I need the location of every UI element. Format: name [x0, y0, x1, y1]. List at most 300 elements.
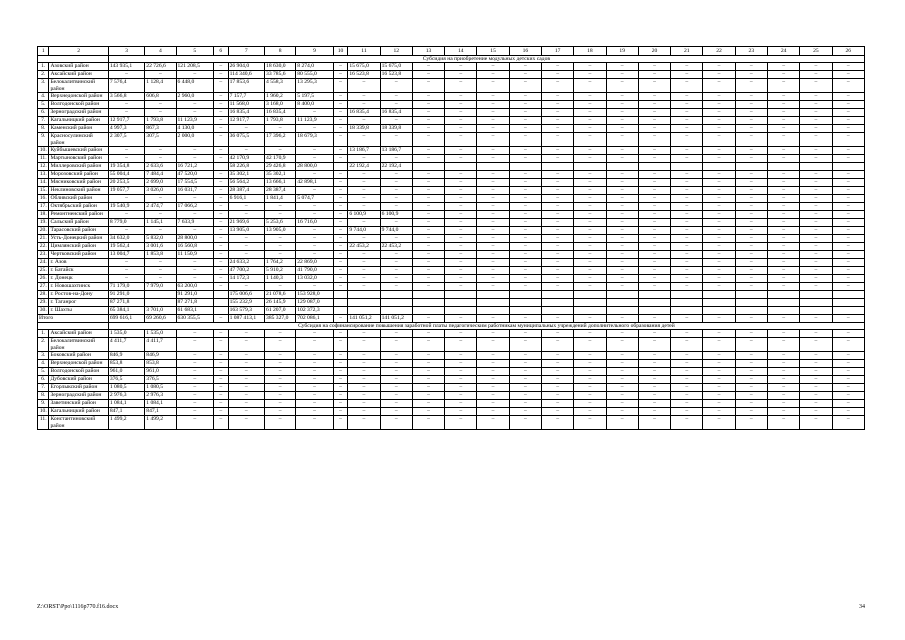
- row-number: 27.: [38, 283, 49, 291]
- value-cell: –: [296, 392, 333, 400]
- value-cell: –: [445, 63, 477, 71]
- value-cell: –: [767, 259, 799, 267]
- value-cell: –: [703, 155, 735, 163]
- value-cell: 2 976,3: [108, 392, 144, 400]
- total-value-cell: –: [509, 315, 541, 323]
- total-value-cell: –: [606, 315, 638, 323]
- table-row: [38, 338, 865, 352]
- value-cell: –: [735, 109, 767, 117]
- value-cell: –: [265, 338, 296, 352]
- value-cell: –: [213, 219, 228, 227]
- value-cell: –: [348, 251, 380, 259]
- value-cell: 5 074,7: [296, 195, 333, 203]
- value-cell: –: [832, 195, 864, 203]
- value-cell: –: [703, 179, 735, 187]
- value-cell: –: [767, 330, 799, 338]
- value-cell: 1 140,3: [265, 275, 296, 283]
- value-cell: –: [800, 171, 832, 179]
- value-cell: –: [735, 368, 767, 376]
- municipality-name: Усть-Донецкий район: [49, 235, 108, 243]
- value-cell: –: [574, 79, 606, 93]
- value-cell: –: [477, 376, 509, 384]
- value-cell: –: [638, 368, 670, 376]
- value-cell: –: [509, 171, 541, 179]
- value-cell: –: [703, 400, 735, 408]
- value-cell: –: [333, 219, 348, 227]
- value-cell: –: [671, 416, 703, 430]
- value-cell: –: [348, 275, 380, 283]
- value-cell: 1 764,2: [265, 259, 296, 267]
- value-cell: –: [832, 101, 864, 109]
- value-cell: –: [213, 63, 228, 71]
- value-cell: 16 835,4: [348, 109, 380, 117]
- value-cell: –: [703, 338, 735, 352]
- value-cell: 21 078,6: [265, 291, 296, 299]
- value-cell: –: [477, 125, 509, 133]
- row-number: 9.: [38, 133, 49, 147]
- value-cell: –: [145, 259, 176, 267]
- value-cell: –: [671, 338, 703, 352]
- value-cell: –: [296, 243, 333, 251]
- value-cell: 1 535,0: [145, 330, 176, 338]
- value-cell: 8 400,0: [296, 101, 333, 109]
- value-cell: –: [800, 267, 832, 275]
- municipality-name: Мясниковский район: [49, 179, 108, 187]
- value-cell: –: [213, 211, 228, 219]
- value-cell: –: [176, 259, 213, 267]
- value-cell: –: [574, 125, 606, 133]
- value-cell: –: [333, 400, 348, 408]
- value-cell: –: [213, 416, 228, 430]
- value-cell: [606, 299, 638, 307]
- value-cell: 376,5: [108, 376, 144, 384]
- value-cell: –: [606, 368, 638, 376]
- value-cell: –: [832, 338, 864, 352]
- value-cell: –: [213, 79, 228, 93]
- value-cell: –: [735, 179, 767, 187]
- value-cell: –: [348, 360, 380, 368]
- value-cell: –: [800, 283, 832, 291]
- value-cell: –: [832, 352, 864, 360]
- value-cell: 17 554,5: [176, 179, 213, 187]
- value-cell: –: [800, 368, 832, 376]
- value-cell: –: [296, 330, 333, 338]
- row-number: 8.: [38, 392, 49, 400]
- value-cell: –: [638, 93, 670, 101]
- table-row: [38, 392, 865, 400]
- value-cell: –: [333, 227, 348, 235]
- value-cell: [767, 163, 799, 171]
- value-cell: –: [380, 171, 412, 179]
- value-cell: –: [380, 219, 412, 227]
- value-cell: –: [509, 368, 541, 376]
- total-value-cell: –: [213, 315, 228, 323]
- value-cell: –: [477, 93, 509, 101]
- value-cell: –: [380, 400, 412, 408]
- value-cell: 1 793,8: [265, 117, 296, 125]
- value-cell: –: [606, 155, 638, 163]
- value-cell: –: [176, 360, 213, 368]
- value-cell: [333, 163, 348, 171]
- value-cell: –: [574, 408, 606, 416]
- value-cell: –: [477, 179, 509, 187]
- value-cell: [145, 299, 176, 307]
- value-cell: 4 411,7: [108, 338, 144, 352]
- value-cell: –: [606, 195, 638, 203]
- value-cell: –: [800, 133, 832, 147]
- value-cell: –: [380, 259, 412, 267]
- value-cell: –: [832, 267, 864, 275]
- value-cell: –: [703, 330, 735, 338]
- value-cell: 13 905,0: [228, 227, 264, 235]
- table-row: [38, 416, 865, 430]
- value-cell: –: [176, 101, 213, 109]
- value-cell: –: [348, 330, 380, 338]
- value-cell: –: [703, 219, 735, 227]
- value-cell: 5 197,5: [296, 93, 333, 101]
- municipality-name: Кагальницкий район: [49, 117, 108, 125]
- value-cell: –: [735, 330, 767, 338]
- value-cell: –: [638, 275, 670, 283]
- value-cell: –: [213, 360, 228, 368]
- section-title-row: [38, 323, 865, 330]
- value-cell: 55 004,4: [108, 171, 144, 179]
- value-cell: –: [333, 283, 348, 291]
- value-cell: –: [477, 187, 509, 195]
- value-cell: –: [145, 267, 176, 275]
- value-cell: 8 779,0: [108, 219, 144, 227]
- value-cell: –: [800, 384, 832, 392]
- value-cell: –: [509, 203, 541, 211]
- value-cell: –: [380, 376, 412, 384]
- value-cell: –: [509, 408, 541, 416]
- value-cell: 91 291,0: [176, 291, 213, 299]
- value-cell: –: [638, 79, 670, 93]
- municipality-name: Аксайский район: [49, 330, 108, 338]
- value-cell: –: [445, 352, 477, 360]
- value-cell: –: [542, 93, 574, 101]
- value-cell: –: [800, 243, 832, 251]
- value-cell: 29 426,8: [265, 163, 296, 171]
- value-cell: –: [380, 79, 412, 93]
- value-cell: –: [477, 275, 509, 283]
- value-cell: –: [445, 360, 477, 368]
- value-cell: –: [703, 109, 735, 117]
- column-number-header: 17: [542, 47, 574, 56]
- value-cell: –: [800, 203, 832, 211]
- value-cell: [213, 307, 228, 315]
- value-cell: –: [213, 195, 228, 203]
- value-cell: –: [574, 360, 606, 368]
- value-cell: –: [574, 368, 606, 376]
- value-cell: –: [509, 251, 541, 259]
- total-value-cell: –: [800, 315, 832, 323]
- row-number: 7.: [38, 384, 49, 392]
- value-cell: [767, 307, 799, 315]
- value-cell: –: [509, 155, 541, 163]
- value-cell: –: [509, 243, 541, 251]
- value-cell: –: [671, 259, 703, 267]
- value-cell: –: [477, 117, 509, 125]
- value-cell: –: [638, 330, 670, 338]
- value-cell: [213, 299, 228, 307]
- value-cell: 56 564,2: [228, 179, 264, 187]
- total-value-cell: –: [412, 315, 444, 323]
- value-cell: –: [703, 368, 735, 376]
- row-number: 2.: [38, 71, 49, 79]
- value-cell: –: [348, 408, 380, 416]
- value-cell: 13 004,7: [108, 251, 144, 259]
- value-cell: –: [213, 117, 228, 125]
- value-cell: –: [671, 101, 703, 109]
- value-cell: –: [445, 125, 477, 133]
- value-cell: –: [638, 338, 670, 352]
- value-cell: [606, 291, 638, 299]
- value-cell: –: [228, 376, 264, 384]
- value-cell: 19 354,8: [108, 163, 144, 171]
- total-value-cell: –: [703, 315, 735, 323]
- row-number: 21.: [38, 235, 49, 243]
- value-cell: 2 976,3: [145, 392, 176, 400]
- municipality-name: Октябрьский район: [49, 203, 108, 211]
- value-cell: –: [228, 408, 264, 416]
- value-cell: 41 790,0: [296, 267, 333, 275]
- value-cell: –: [735, 251, 767, 259]
- value-cell: –: [542, 203, 574, 211]
- value-cell: –: [445, 251, 477, 259]
- value-cell: –: [638, 259, 670, 267]
- value-cell: –: [108, 71, 144, 79]
- value-cell: –: [509, 63, 541, 71]
- total-value-cell: 630 355,5: [176, 315, 213, 323]
- table-row: [38, 259, 865, 267]
- table-row: [38, 384, 865, 392]
- table-row: [38, 227, 865, 235]
- value-cell: –: [638, 416, 670, 430]
- value-cell: –: [477, 63, 509, 71]
- value-cell: 33 785,6: [265, 71, 296, 79]
- table-row: [38, 93, 865, 101]
- value-cell: –: [606, 267, 638, 275]
- value-cell: –: [509, 384, 541, 392]
- value-cell: [380, 291, 412, 299]
- total-value-cell: 141 051,2: [380, 315, 412, 323]
- value-cell: –: [542, 360, 574, 368]
- row-number: 10.: [38, 408, 49, 416]
- value-cell: –: [606, 360, 638, 368]
- section-title: Субсидия на приобретение модульных детских садов: [108, 56, 864, 63]
- value-cell: 1 080,5: [145, 384, 176, 392]
- value-cell: 143 935,1: [108, 63, 144, 71]
- value-cell: –: [176, 195, 213, 203]
- value-cell: –: [606, 330, 638, 338]
- municipality-name: г. Ростов-на-Дону: [49, 291, 108, 299]
- value-cell: –: [412, 93, 444, 101]
- value-cell: –: [333, 171, 348, 179]
- value-cell: –: [735, 171, 767, 179]
- value-cell: –: [228, 338, 264, 352]
- value-cell: –: [574, 93, 606, 101]
- value-cell: –: [767, 352, 799, 360]
- value-cell: –: [671, 211, 703, 219]
- value-cell: [412, 291, 444, 299]
- value-cell: 3 026,0: [145, 187, 176, 195]
- value-cell: –: [213, 179, 228, 187]
- value-cell: –: [333, 187, 348, 195]
- value-cell: –: [296, 235, 333, 243]
- value-cell: 114 340,6: [228, 71, 264, 79]
- value-cell: 2 633,6: [145, 163, 176, 171]
- value-cell: –: [606, 392, 638, 400]
- value-cell: –: [638, 243, 670, 251]
- municipality-name: Чертковский район: [49, 251, 108, 259]
- value-cell: 87 271,8: [108, 299, 144, 307]
- value-cell: [671, 299, 703, 307]
- value-cell: –: [638, 352, 670, 360]
- value-cell: –: [445, 243, 477, 251]
- value-cell: 22 192,4: [380, 163, 412, 171]
- value-cell: –: [333, 179, 348, 187]
- municipality-name: г. Шахты: [49, 307, 108, 315]
- value-cell: –: [606, 133, 638, 147]
- value-cell: –: [445, 187, 477, 195]
- value-cell: –: [671, 251, 703, 259]
- value-cell: –: [735, 259, 767, 267]
- total-value-cell: –: [638, 315, 670, 323]
- municipality-name: Каменский район: [49, 125, 108, 133]
- row-number: 19.: [38, 219, 49, 227]
- value-cell: –: [703, 187, 735, 195]
- value-cell: 102 372,3: [296, 307, 333, 315]
- value-cell: –: [333, 338, 348, 352]
- value-cell: –: [412, 227, 444, 235]
- value-cell: –: [638, 147, 670, 155]
- value-cell: –: [606, 338, 638, 352]
- value-cell: 47 700,2: [228, 267, 264, 275]
- value-cell: –: [228, 235, 264, 243]
- section-title: Субсидия на софинансирование повышения заработной платы педагогическим работникам муниципальных учреждений дополнительного образования детей: [108, 323, 864, 330]
- value-cell: [145, 291, 176, 299]
- value-cell: –: [296, 384, 333, 392]
- value-cell: –: [108, 211, 144, 219]
- value-cell: –: [176, 376, 213, 384]
- row-number: 6.: [38, 376, 49, 384]
- value-cell: –: [348, 203, 380, 211]
- value-cell: –: [800, 275, 832, 283]
- value-cell: 1 960,2: [265, 93, 296, 101]
- value-cell: [767, 299, 799, 307]
- value-cell: –: [213, 101, 228, 109]
- value-cell: –: [509, 93, 541, 101]
- value-cell: –: [348, 101, 380, 109]
- value-cell: 7 979,0: [145, 283, 176, 291]
- value-cell: –: [735, 79, 767, 93]
- value-cell: –: [638, 376, 670, 384]
- value-cell: –: [671, 235, 703, 243]
- value-cell: –: [477, 133, 509, 147]
- value-cell: 11 123,9: [296, 117, 333, 125]
- row-number: 26.: [38, 275, 49, 283]
- value-cell: –: [767, 117, 799, 125]
- value-cell: –: [800, 125, 832, 133]
- value-cell: [606, 163, 638, 171]
- value-cell: [348, 291, 380, 299]
- value-cell: –: [228, 360, 264, 368]
- value-cell: –: [477, 352, 509, 360]
- value-cell: 42 170,9: [228, 155, 264, 163]
- value-cell: –: [703, 416, 735, 430]
- value-cell: –: [509, 259, 541, 267]
- value-cell: –: [228, 283, 264, 291]
- value-cell: –: [638, 195, 670, 203]
- value-cell: –: [671, 117, 703, 125]
- value-cell: [574, 299, 606, 307]
- value-cell: –: [832, 259, 864, 267]
- value-cell: –: [509, 179, 541, 187]
- value-cell: –: [638, 211, 670, 219]
- value-cell: –: [735, 338, 767, 352]
- value-cell: –: [542, 251, 574, 259]
- document-table-container: [37, 46, 865, 430]
- value-cell: –: [767, 275, 799, 283]
- row-number: 30.: [38, 307, 49, 315]
- value-cell: –: [542, 267, 574, 275]
- value-cell: –: [832, 408, 864, 416]
- value-cell: [380, 299, 412, 307]
- value-cell: –: [509, 392, 541, 400]
- value-cell: –: [735, 416, 767, 430]
- table-row: [38, 275, 865, 283]
- value-cell: –: [380, 416, 412, 430]
- value-cell: –: [703, 392, 735, 400]
- municipality-name: г. Азов: [49, 259, 108, 267]
- value-cell: –: [213, 155, 228, 163]
- value-cell: –: [477, 384, 509, 392]
- value-cell: –: [832, 187, 864, 195]
- value-cell: 16 835,4: [265, 109, 296, 117]
- value-cell: –: [509, 376, 541, 384]
- value-cell: [380, 307, 412, 315]
- value-cell: –: [638, 267, 670, 275]
- value-cell: –: [767, 360, 799, 368]
- value-cell: –: [767, 251, 799, 259]
- value-cell: –: [412, 235, 444, 243]
- value-cell: –: [703, 63, 735, 71]
- value-cell: –: [477, 251, 509, 259]
- municipality-name: Аксайский район: [49, 71, 108, 79]
- value-cell: –: [509, 79, 541, 93]
- value-cell: –: [735, 408, 767, 416]
- value-cell: –: [412, 187, 444, 195]
- value-cell: –: [832, 275, 864, 283]
- value-cell: –: [542, 179, 574, 187]
- value-cell: –: [176, 330, 213, 338]
- value-cell: –: [296, 338, 333, 352]
- value-cell: –: [509, 147, 541, 155]
- value-cell: –: [380, 251, 412, 259]
- value-cell: –: [800, 235, 832, 243]
- value-cell: [832, 163, 864, 171]
- value-cell: –: [574, 203, 606, 211]
- value-cell: –: [800, 330, 832, 338]
- value-cell: –: [574, 219, 606, 227]
- value-cell: –: [265, 283, 296, 291]
- value-cell: –: [671, 147, 703, 155]
- value-cell: 1 853,8: [145, 251, 176, 259]
- value-cell: –: [412, 368, 444, 376]
- value-cell: –: [265, 376, 296, 384]
- value-cell: –: [767, 147, 799, 155]
